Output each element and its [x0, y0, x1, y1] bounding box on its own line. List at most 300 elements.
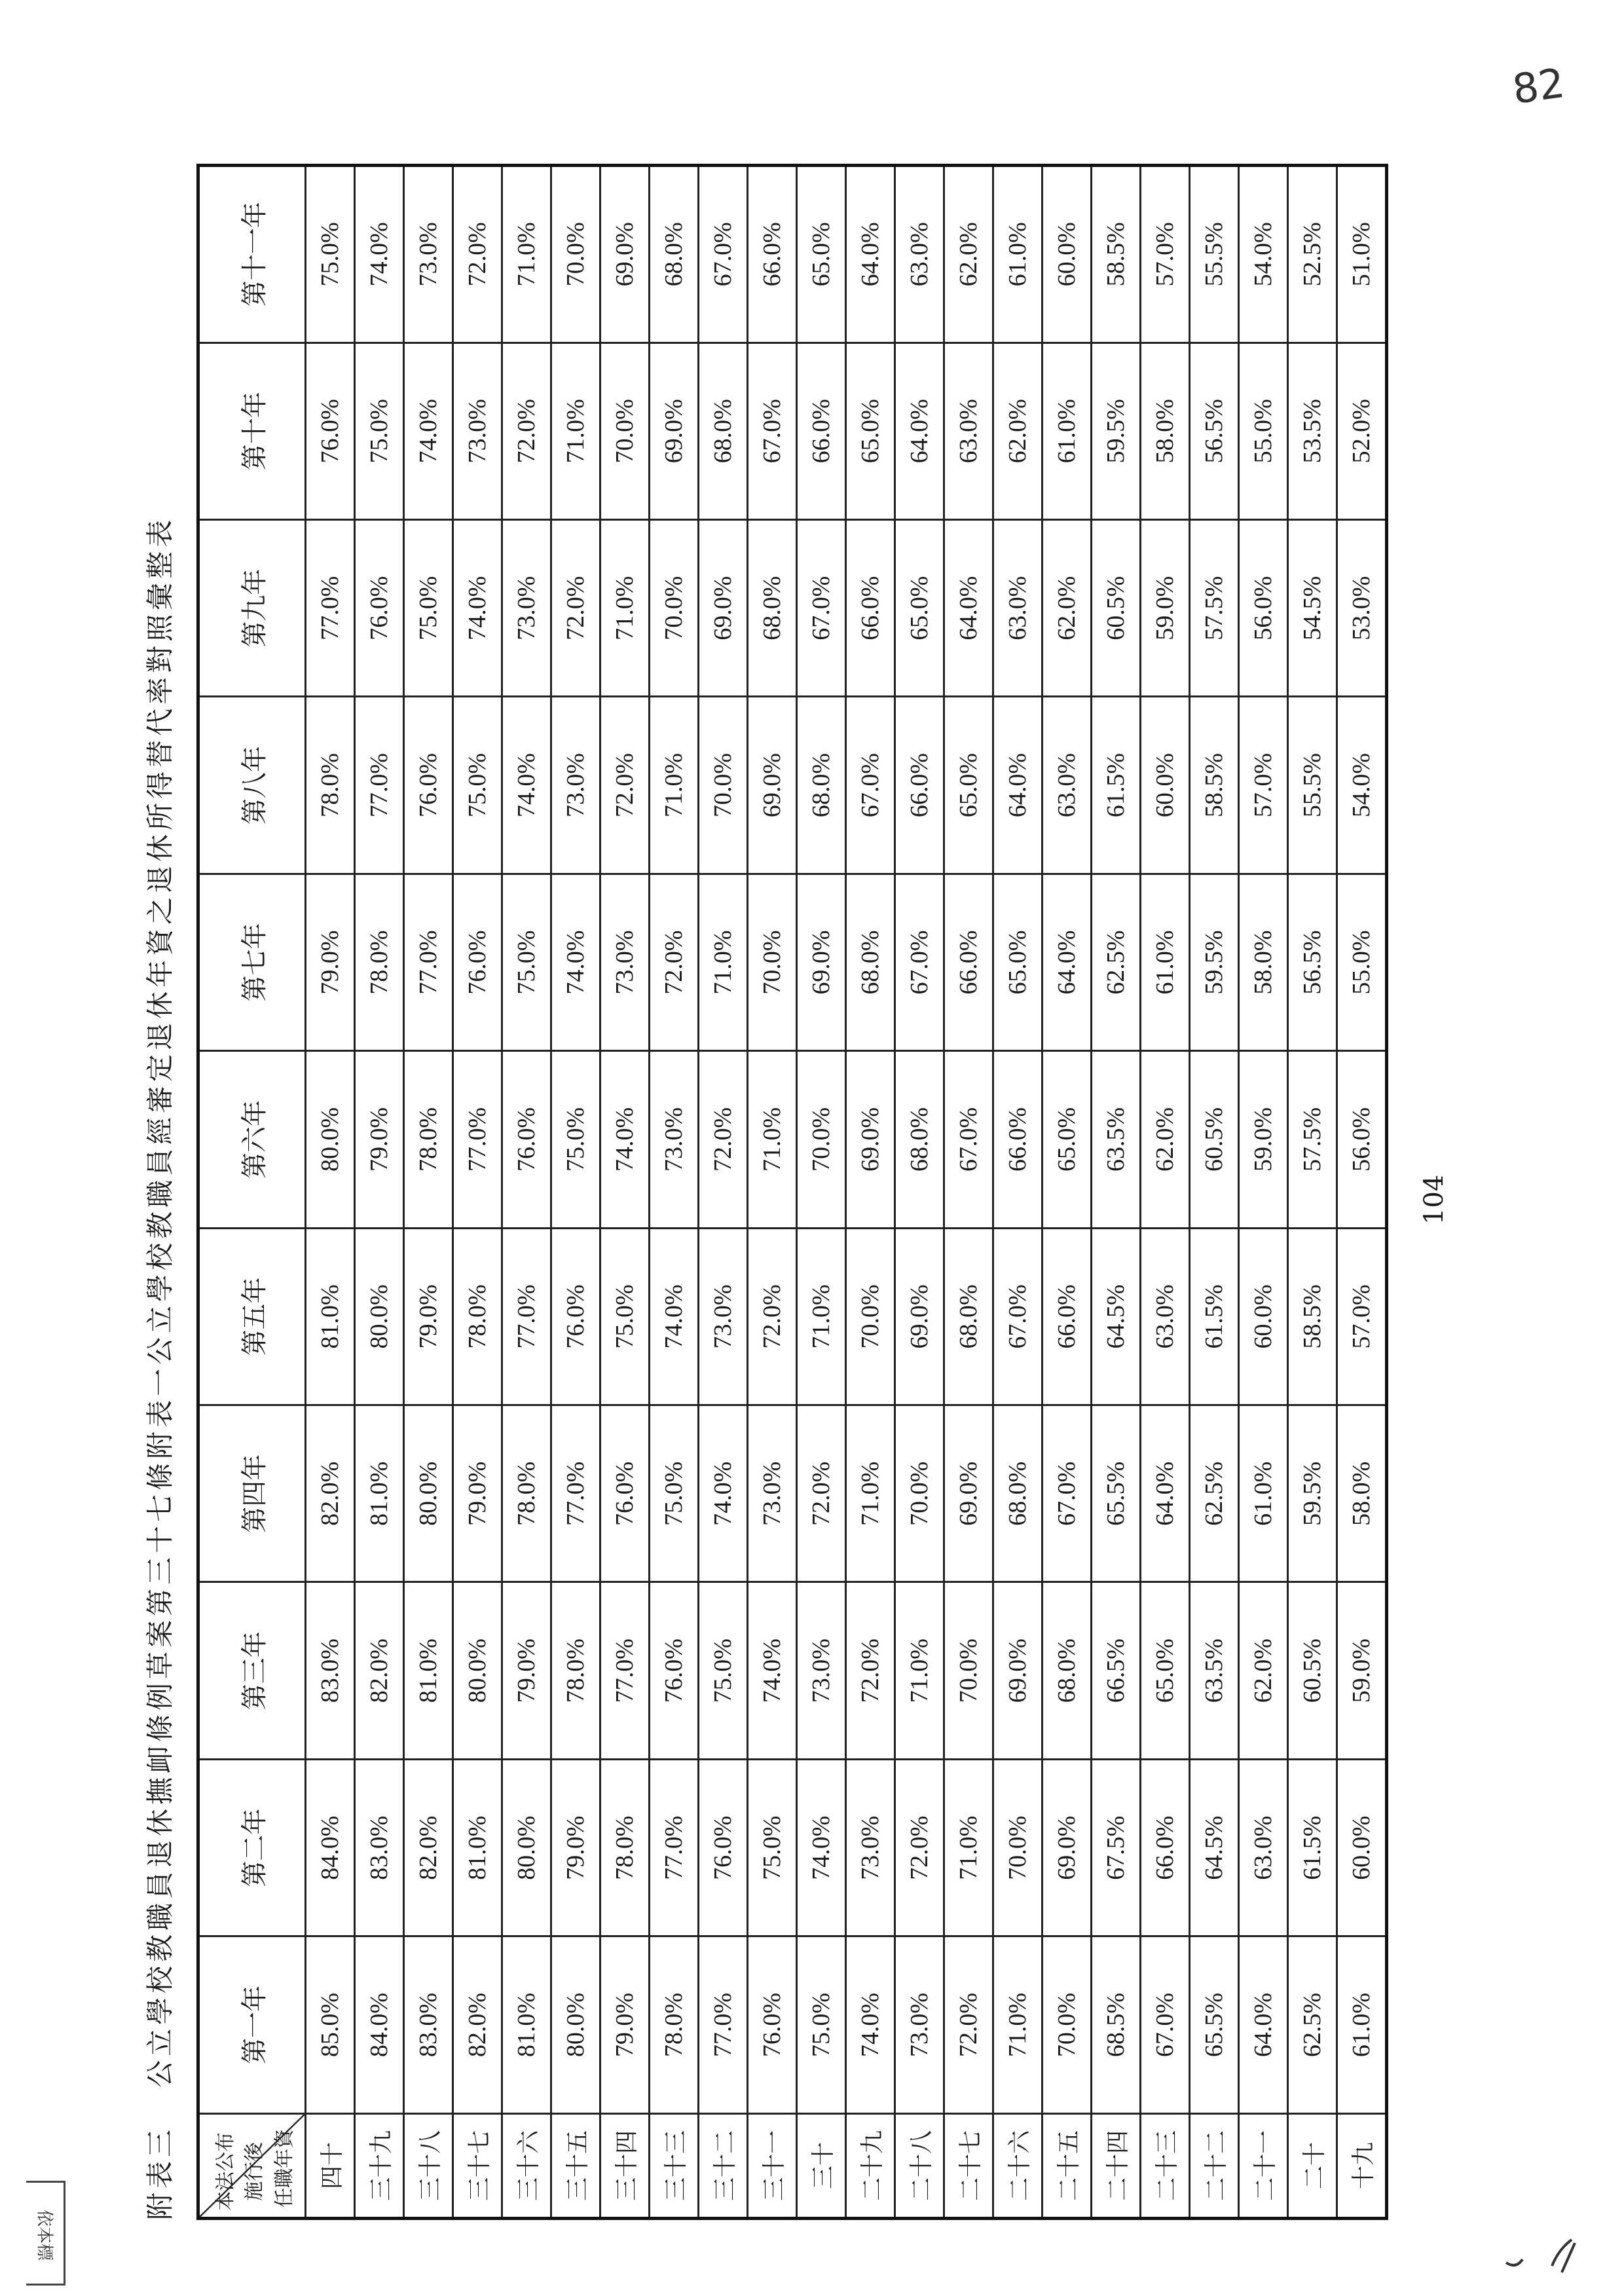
- rate-cell: 73.0%: [650, 1051, 699, 1228]
- rate-cell: 74.0%: [699, 1405, 748, 1582]
- rate-cell: 83.0%: [355, 1759, 404, 1936]
- rate-cell: 56.0%: [1337, 1051, 1387, 1228]
- rate-cell: 60.0%: [1337, 1759, 1387, 1936]
- rate-cell: 72.0%: [551, 519, 600, 696]
- rate-cell: 65.0%: [797, 166, 846, 343]
- column-header: 第二年: [198, 1759, 306, 1936]
- replacement-rate-table: [196, 164, 1388, 2220]
- rate-cell: 83.0%: [306, 1582, 355, 1759]
- rate-cell: 64.0%: [944, 519, 993, 696]
- rate-cell: 80.0%: [453, 1582, 502, 1759]
- rate-cell: 54.5%: [1288, 519, 1337, 696]
- rate-cell: 64.5%: [1190, 1759, 1239, 1936]
- rate-cell: 79.0%: [404, 1228, 453, 1405]
- rate-cell: 75.0%: [797, 1936, 846, 2113]
- rate-cell: 63.0%: [1043, 697, 1092, 874]
- row-label-cell: 三十二: [699, 2113, 748, 2218]
- rate-cell: 67.5%: [1092, 1759, 1141, 1936]
- rate-cell: 75.0%: [453, 697, 502, 874]
- rate-cell: 56.5%: [1190, 343, 1239, 519]
- rate-cell: 76.0%: [355, 519, 404, 696]
- rate-cell: 55.5%: [1288, 697, 1337, 874]
- rate-cell: 76.0%: [699, 1759, 748, 1936]
- rate-cell: 78.0%: [453, 1228, 502, 1405]
- rate-cell: 61.0%: [1239, 1405, 1288, 1582]
- rate-cell: 82.0%: [453, 1936, 502, 2113]
- rate-cell: 76.0%: [600, 1405, 650, 1582]
- rate-cell: 64.0%: [1239, 1936, 1288, 2113]
- rate-cell: 73.0%: [797, 1582, 846, 1759]
- column-header: 第十一年: [198, 166, 306, 343]
- stamp-text: 依本標: [34, 2209, 54, 2261]
- rate-cell: 65.0%: [944, 697, 993, 874]
- rate-cell: 72.0%: [944, 1936, 993, 2113]
- rate-cell: 80.0%: [306, 1051, 355, 1228]
- corner-bottom-label: 任職年資: [273, 2129, 296, 2208]
- rate-cell: 67.0%: [797, 519, 846, 696]
- rate-cell: 69.0%: [1043, 1759, 1092, 1936]
- rate-cell: 70.0%: [551, 166, 600, 343]
- table-row: [1239, 166, 1288, 2219]
- rate-cell: 79.0%: [551, 1759, 600, 1936]
- rate-cell: 76.0%: [306, 343, 355, 519]
- table-row: [699, 166, 748, 2219]
- rate-cell: 68.0%: [944, 1228, 993, 1405]
- rate-cell: 67.0%: [846, 697, 895, 874]
- rate-cell: 62.0%: [1141, 1051, 1190, 1228]
- rate-cell: 65.5%: [1092, 1405, 1141, 1582]
- rate-cell: 58.0%: [1141, 343, 1190, 519]
- rate-cell: 55.0%: [1239, 343, 1288, 519]
- rate-cell: 62.0%: [1043, 519, 1092, 696]
- rate-cell: 56.5%: [1288, 874, 1337, 1050]
- rate-cell: 78.0%: [551, 1582, 600, 1759]
- rate-cell: 64.0%: [1141, 1405, 1190, 1582]
- table-row: [1190, 166, 1239, 2219]
- rate-cell: 69.0%: [797, 874, 846, 1050]
- rate-cell: 57.0%: [1141, 166, 1190, 343]
- rate-cell: 60.0%: [1239, 1228, 1288, 1405]
- table-row: [650, 166, 699, 2219]
- table-row: [748, 166, 797, 2219]
- rate-cell: 70.0%: [993, 1759, 1043, 1936]
- rate-cell: 67.0%: [895, 874, 944, 1050]
- rate-cell: 78.0%: [355, 874, 404, 1050]
- row-label-cell: 二十九: [846, 2113, 895, 2218]
- rate-cell: 71.0%: [502, 166, 551, 343]
- rate-cell: 71.0%: [699, 874, 748, 1050]
- table-row: [1141, 166, 1190, 2219]
- rate-cell: 74.0%: [502, 697, 551, 874]
- rate-cell: 73.0%: [453, 343, 502, 519]
- rate-cell: 81.0%: [502, 1936, 551, 2113]
- row-label-cell: 十九: [1337, 2113, 1387, 2218]
- rate-cell: 78.0%: [600, 1759, 650, 1936]
- rate-cell: 77.0%: [600, 1582, 650, 1759]
- rate-cell: 64.5%: [1092, 1228, 1141, 1405]
- rate-cell: 61.0%: [1337, 1936, 1387, 2113]
- rate-cell: 78.0%: [502, 1405, 551, 1582]
- rate-cell: 62.0%: [944, 166, 993, 343]
- rate-cell: 76.0%: [551, 1228, 600, 1405]
- rate-cell: 71.0%: [895, 1582, 944, 1759]
- rate-cell: 68.0%: [748, 519, 797, 696]
- row-label-cell: 四十: [306, 2113, 355, 2218]
- rate-cell: 74.0%: [551, 874, 600, 1050]
- rate-cell: 54.0%: [1337, 697, 1387, 874]
- rate-cell: 57.5%: [1190, 519, 1239, 696]
- row-label-cell: 二十五: [1043, 2113, 1092, 2218]
- column-header: 第六年: [198, 1051, 306, 1228]
- row-label-cell: 三十七: [453, 2113, 502, 2218]
- table-row: [355, 166, 404, 2219]
- rate-cell: 74.0%: [600, 1051, 650, 1228]
- rate-cell: 75.0%: [600, 1228, 650, 1405]
- row-label-cell: 三十: [797, 2113, 846, 2218]
- rate-cell: 68.0%: [993, 1405, 1043, 1582]
- rate-cell: 53.5%: [1288, 343, 1337, 519]
- rate-cell: 66.0%: [895, 697, 944, 874]
- row-label-cell: 二十三: [1141, 2113, 1190, 2218]
- rate-cell: 79.0%: [453, 1405, 502, 1582]
- rate-cell: 71.0%: [551, 343, 600, 519]
- rate-cell: 70.0%: [1043, 1936, 1092, 2113]
- rate-cell: 62.5%: [1092, 874, 1141, 1050]
- rate-cell: 81.0%: [453, 1759, 502, 1936]
- rotated-document: [138, 157, 1467, 2220]
- rate-cell: 78.0%: [650, 1936, 699, 2113]
- table-header-row: [198, 166, 306, 2219]
- rate-cell: 81.0%: [306, 1228, 355, 1405]
- row-label-cell: 三十九: [355, 2113, 404, 2218]
- rate-cell: 72.0%: [502, 343, 551, 519]
- rate-cell: 70.0%: [944, 1582, 993, 1759]
- table-body: [306, 166, 1387, 2219]
- rate-cell: 67.0%: [993, 1228, 1043, 1405]
- rate-cell: 65.0%: [1141, 1582, 1190, 1759]
- rate-cell: 72.0%: [748, 1228, 797, 1405]
- rate-cell: 62.5%: [1190, 1405, 1239, 1582]
- rate-cell: 73.0%: [748, 1405, 797, 1582]
- rate-cell: 71.0%: [797, 1228, 846, 1405]
- table-row: [502, 166, 551, 2219]
- rate-cell: 69.0%: [699, 519, 748, 696]
- rate-cell: 77.0%: [551, 1405, 600, 1582]
- rate-cell: 70.0%: [600, 343, 650, 519]
- rate-cell: 58.0%: [1239, 874, 1288, 1050]
- rate-cell: 59.0%: [1141, 519, 1190, 696]
- rate-cell: 75.0%: [650, 1405, 699, 1582]
- rate-cell: 80.0%: [355, 1228, 404, 1405]
- rate-cell: 80.0%: [551, 1936, 600, 2113]
- rate-cell: 61.5%: [1092, 697, 1141, 874]
- rate-cell: 72.0%: [453, 166, 502, 343]
- rate-cell: 71.0%: [748, 1051, 797, 1228]
- rate-cell: 82.0%: [404, 1759, 453, 1936]
- rate-cell: 76.0%: [404, 697, 453, 874]
- row-label-cell: 二十一: [1239, 2113, 1288, 2218]
- rate-cell: 82.0%: [306, 1405, 355, 1582]
- rate-cell: 70.0%: [846, 1228, 895, 1405]
- rate-cell: 73.0%: [551, 697, 600, 874]
- rate-cell: 59.5%: [1190, 874, 1239, 1050]
- rate-cell: 67.0%: [1043, 1405, 1092, 1582]
- column-header: 第八年: [198, 697, 306, 874]
- rate-cell: 63.5%: [1190, 1582, 1239, 1759]
- rate-cell: 71.0%: [600, 519, 650, 696]
- rate-cell: 65.0%: [993, 874, 1043, 1050]
- column-header: 第一年: [198, 1936, 306, 2113]
- rate-cell: 68.0%: [797, 697, 846, 874]
- rate-cell: 69.0%: [993, 1582, 1043, 1759]
- corner-header-cell: [198, 2113, 306, 2218]
- rate-cell: 52.5%: [1288, 166, 1337, 343]
- rate-cell: 58.5%: [1092, 166, 1141, 343]
- column-header: 第四年: [198, 1405, 306, 1582]
- rate-cell: 73.0%: [846, 1759, 895, 1936]
- rate-cell: 56.0%: [1239, 519, 1288, 696]
- rate-cell: 64.0%: [895, 343, 944, 519]
- rate-cell: 72.0%: [846, 1582, 895, 1759]
- rate-cell: 52.0%: [1337, 343, 1387, 519]
- row-label-cell: 三十三: [650, 2113, 699, 2218]
- rate-cell: 60.5%: [1092, 519, 1141, 696]
- rate-cell: 67.0%: [699, 166, 748, 343]
- rate-cell: 69.0%: [600, 166, 650, 343]
- rate-cell: 85.0%: [306, 1936, 355, 2113]
- rate-cell: 57.0%: [1337, 1228, 1387, 1405]
- rate-cell: 67.0%: [1141, 1936, 1190, 2113]
- rate-cell: 60.0%: [1141, 697, 1190, 874]
- rate-cell: 63.0%: [944, 343, 993, 519]
- row-label-cell: 二十七: [944, 2113, 993, 2218]
- rate-cell: 78.0%: [404, 1051, 453, 1228]
- rate-cell: 62.0%: [1239, 1582, 1288, 1759]
- row-label-cell: 二十八: [895, 2113, 944, 2218]
- rate-cell: 68.0%: [846, 874, 895, 1050]
- table-row: [846, 166, 895, 2219]
- rate-cell: 83.0%: [404, 1936, 453, 2113]
- row-label-cell: 三十八: [404, 2113, 453, 2218]
- rate-cell: 77.0%: [502, 1228, 551, 1405]
- rate-cell: 77.0%: [355, 697, 404, 874]
- rate-cell: 74.0%: [797, 1759, 846, 1936]
- rate-cell: 63.0%: [1141, 1228, 1190, 1405]
- rate-cell: 76.0%: [502, 1051, 551, 1228]
- column-header: 第十年: [198, 343, 306, 519]
- rate-cell: 67.0%: [748, 343, 797, 519]
- rate-cell: 79.0%: [502, 1582, 551, 1759]
- rate-cell: 73.0%: [699, 1228, 748, 1405]
- rate-cell: 53.0%: [1337, 519, 1387, 696]
- column-header: 第三年: [198, 1582, 306, 1759]
- rate-cell: 65.0%: [1043, 1051, 1092, 1228]
- table-row: [306, 166, 355, 2219]
- rate-cell: 68.0%: [1043, 1582, 1092, 1759]
- table-row: [895, 166, 944, 2219]
- rate-cell: 55.0%: [1337, 874, 1387, 1050]
- row-label-cell: 二十: [1288, 2113, 1337, 2218]
- rate-cell: 62.5%: [1288, 1936, 1337, 2113]
- rate-cell: 59.0%: [1337, 1582, 1387, 1759]
- rate-cell: 63.0%: [895, 166, 944, 343]
- rate-cell: 75.0%: [502, 874, 551, 1050]
- rate-cell: 77.0%: [699, 1936, 748, 2113]
- rate-cell: 66.5%: [1092, 1582, 1141, 1759]
- table-row: [404, 166, 453, 2219]
- rate-cell: 75.0%: [306, 166, 355, 343]
- rate-cell: 65.5%: [1190, 1936, 1239, 2113]
- table-row: [993, 166, 1043, 2219]
- rate-cell: 66.0%: [993, 1051, 1043, 1228]
- rate-cell: 58.5%: [1288, 1228, 1337, 1405]
- rate-cell: 69.0%: [846, 1051, 895, 1228]
- rate-cell: 81.0%: [355, 1405, 404, 1582]
- rate-cell: 84.0%: [355, 1936, 404, 2113]
- rate-cell: 67.0%: [944, 1051, 993, 1228]
- table-row: [1043, 166, 1092, 2219]
- rate-cell: 69.0%: [650, 343, 699, 519]
- rate-cell: 73.0%: [502, 519, 551, 696]
- rate-cell: 72.0%: [895, 1759, 944, 1936]
- rate-cell: 72.0%: [650, 874, 699, 1050]
- rate-cell: 77.0%: [453, 1051, 502, 1228]
- heading-title: 公立學校教職員退休撫卹條例草案第三十七條附表一公立學校教職員經審定退休年資之退休所得替代率對照彙整表: [144, 515, 176, 2088]
- rate-cell: 72.0%: [600, 697, 650, 874]
- rate-cell: 76.0%: [650, 1582, 699, 1759]
- rate-cell: 74.0%: [453, 519, 502, 696]
- side-stamp: [26, 2181, 65, 2286]
- rate-cell: 68.0%: [895, 1051, 944, 1228]
- rate-cell: 61.0%: [1141, 874, 1190, 1050]
- rate-cell: 73.0%: [404, 166, 453, 343]
- rate-cell: 72.0%: [699, 1051, 748, 1228]
- row-label-cell: 三十四: [600, 2113, 650, 2218]
- rate-cell: 71.0%: [650, 697, 699, 874]
- rate-cell: 63.5%: [1092, 1051, 1141, 1228]
- rate-cell: 71.0%: [993, 1936, 1043, 2113]
- rate-cell: 61.5%: [1288, 1759, 1337, 1936]
- rate-cell: 73.0%: [600, 874, 650, 1050]
- row-label-cell: 二十六: [993, 2113, 1043, 2218]
- rate-cell: 59.5%: [1288, 1405, 1337, 1582]
- table-row: [1288, 166, 1337, 2219]
- row-label-cell: 三十一: [748, 2113, 797, 2218]
- rate-cell: 77.0%: [306, 519, 355, 696]
- rate-cell: 68.0%: [650, 166, 699, 343]
- rate-cell: 57.5%: [1288, 1051, 1337, 1228]
- document-heading: [138, 157, 183, 2220]
- rate-cell: 75.0%: [748, 1759, 797, 1936]
- rate-cell: 59.0%: [1239, 1051, 1288, 1228]
- rate-cell: 79.0%: [306, 874, 355, 1050]
- rate-cell: 72.0%: [797, 1405, 846, 1582]
- rate-cell: 62.0%: [993, 343, 1043, 519]
- rate-cell: 70.0%: [650, 519, 699, 696]
- rate-cell: 66.0%: [944, 874, 993, 1050]
- rate-cell: 75.0%: [699, 1582, 748, 1759]
- rate-cell: 55.5%: [1190, 166, 1239, 343]
- table-row: [551, 166, 600, 2219]
- column-header: 第七年: [198, 874, 306, 1050]
- rate-cell: 75.0%: [551, 1051, 600, 1228]
- rate-cell: 69.0%: [895, 1228, 944, 1405]
- rate-cell: 68.5%: [1092, 1936, 1141, 2113]
- rate-cell: 79.0%: [355, 1051, 404, 1228]
- rate-cell: 66.0%: [748, 166, 797, 343]
- rate-cell: 74.0%: [846, 1936, 895, 2113]
- rate-cell: 76.0%: [748, 1936, 797, 2113]
- rate-cell: 60.0%: [1043, 166, 1092, 343]
- rate-cell: 63.0%: [993, 519, 1043, 696]
- rate-cell: 78.0%: [306, 697, 355, 874]
- rate-cell: 71.0%: [944, 1759, 993, 1936]
- rate-cell: 82.0%: [355, 1582, 404, 1759]
- rate-cell: 71.0%: [846, 1405, 895, 1582]
- rate-cell: 77.0%: [404, 874, 453, 1050]
- rate-cell: 58.5%: [1190, 697, 1239, 874]
- rate-cell: 81.0%: [404, 1582, 453, 1759]
- rate-cell: 80.0%: [502, 1759, 551, 1936]
- table-row: [600, 166, 650, 2219]
- rate-cell: 65.0%: [895, 519, 944, 696]
- rate-cell: 80.0%: [404, 1405, 453, 1582]
- rate-cell: 57.0%: [1239, 697, 1288, 874]
- table-row: [453, 166, 502, 2219]
- column-header: 第九年: [198, 519, 306, 696]
- rate-cell: 66.0%: [1043, 1228, 1092, 1405]
- rate-cell: 66.0%: [797, 343, 846, 519]
- rate-cell: 59.5%: [1092, 343, 1141, 519]
- heading-prefix: 附表三: [144, 2125, 176, 2220]
- rate-cell: 66.0%: [846, 519, 895, 696]
- row-label-cell: 二十二: [1190, 2113, 1239, 2218]
- table-row: [1092, 166, 1141, 2219]
- rate-cell: 74.0%: [404, 343, 453, 519]
- table-row: [944, 166, 993, 2219]
- rate-cell: 51.0%: [1337, 166, 1387, 343]
- handwritten-page-number: 82: [1509, 58, 1568, 114]
- rate-cell: 61.0%: [1043, 343, 1092, 519]
- rate-cell: 58.0%: [1337, 1405, 1387, 1582]
- rate-cell: 74.0%: [748, 1582, 797, 1759]
- rate-cell: 63.0%: [1239, 1759, 1288, 1936]
- rate-cell: 60.5%: [1288, 1582, 1337, 1759]
- row-label-cell: 三十五: [551, 2113, 600, 2218]
- rate-cell: 70.0%: [748, 874, 797, 1050]
- rate-cell: 73.0%: [895, 1936, 944, 2113]
- rate-cell: 65.0%: [846, 343, 895, 519]
- rate-cell: 54.0%: [1239, 166, 1288, 343]
- page-number: 104: [1419, 1174, 1449, 1225]
- rate-cell: 76.0%: [453, 874, 502, 1050]
- rate-cell: 69.0%: [944, 1405, 993, 1582]
- row-label-cell: 三十六: [502, 2113, 551, 2218]
- rate-cell: 66.0%: [1141, 1759, 1190, 1936]
- rate-cell: 79.0%: [600, 1936, 650, 2113]
- rate-cell: 70.0%: [699, 697, 748, 874]
- rate-cell: 77.0%: [650, 1759, 699, 1936]
- row-label-cell: 二十四: [1092, 2113, 1141, 2218]
- table-row: [797, 166, 846, 2219]
- rate-cell: 60.5%: [1190, 1051, 1239, 1228]
- ink-scribble: [1500, 2227, 1591, 2279]
- rate-cell: 61.5%: [1190, 1228, 1239, 1405]
- rate-cell: 74.0%: [355, 166, 404, 343]
- corner-top-label: 本法公布施行後: [214, 2132, 266, 2211]
- rate-cell: 69.0%: [748, 697, 797, 874]
- rate-cell: 84.0%: [306, 1759, 355, 1936]
